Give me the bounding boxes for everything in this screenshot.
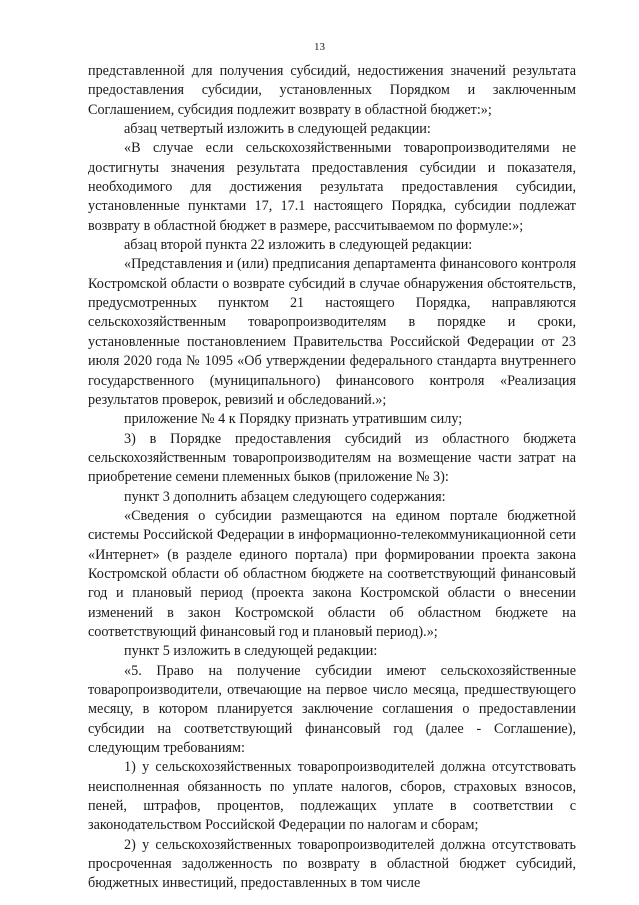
paragraph-point-3-addition: пункт 3 дополнить абзацем следующего содержания: <box>124 488 446 505</box>
paragraph-quote-financial-control: «Представления и (или) предписания департамента финансового контроля Костромской области о возврате субсидий в случае обнаружения обстоятельств, предусмотренных пунктом 21 настоящего Порядка, направляются сельскохозяйственным товаропроизводителям в порядке и сроки, установленные постановлением Правительства Российской Федерации от 23 июля 2020 года № 1095 «Об утверждении федерального стандарта внутреннего государственного (муниципального) финансового контроля «Реализация результатов проверок, ревизий и обследований.»; <box>88 256 576 408</box>
paragraph-requirement-1: 1) у сельскохозяйственных товаропроизводителей должна отсутствовать неисполненная обязанность по уплате налогов, сборов, страховых взносов, пеней, штрафов, процентов, подлежащих уплате в соответствии с законодательством Российской Федерации по налогам и сборам; <box>88 759 576 834</box>
paragraph-appendix-4-void: приложение № 4 к Порядку признать утратившим силу; <box>124 411 463 428</box>
paragraph-quote-point-5: «5. Право на получение субсидии имеют сельскохозяйственные товаропроизводители, отвечающие на первое число месяца, предшествующего месяцу, в котором планируется заключение соглашения о предоставлении субсидии на соответствующий финансовый год (далее - Соглашение), следующим требованиям: <box>88 662 576 757</box>
paragraph-requirement-2: 2) у сельскохозяйственных товаропроизводителей должна отсутствовать просроченная задолженность по возврату в областной бюджет субсидий, бюджетных инвестиций, предоставленных в том числе <box>88 836 576 892</box>
paragraph-point-5-amend: пункт 5 изложить в следующей редакции: <box>124 643 378 660</box>
document-body <box>88 62 576 894</box>
paragraph-amend-para-four: абзац четвертый изложить в следующей редакции: <box>124 121 431 138</box>
paragraph-quote-refund-formula: «В случае если сельскохозяйственными товаропроизводителями не достигнуты значения результата предоставления субсидии и показателя, необходимого для достижения результата предоставления субсидии, установленные пунктами 17, 17.1 настоящего Порядка, субсидии подлежат возврату в областной бюджет в размере, рассчитываемом по формуле:»; <box>88 140 576 234</box>
paragraph-continuation: представленной для получения субсидий, недостижения значений результата предоставления субсидии, установленных Порядком и заключенным Соглашением, субсидия подлежит возврату в областной бюджет:»; <box>88 63 576 118</box>
page-number: 13 <box>314 41 325 53</box>
paragraph-amend-point-22: абзац второй пункта 22 изложить в следующей редакции: <box>124 237 473 254</box>
paragraph-item-3-bull-semen: 3) в Порядке предоставления субсидий из областного бюджета сельскохозяйственным товаропроизводителям на возмещение части затрат на приобретение семени племенных быков (приложение № 3): <box>88 430 576 486</box>
paragraph-quote-subsidy-info: «Сведения о субсидии размещаются на едином портале бюджетной системы Российской Федерации в информационно-телекоммуникационной сети «Интернет» (в разделе единого портала) при формировании проекта закона Костромской области об областном бюджете на соответствующий финансовый год и плановый период (проекта закона Костромской области о внесении изменений в закон Костромской области об областном бюджете на соответствующий финансовый год и плановый период).»; <box>88 507 576 640</box>
